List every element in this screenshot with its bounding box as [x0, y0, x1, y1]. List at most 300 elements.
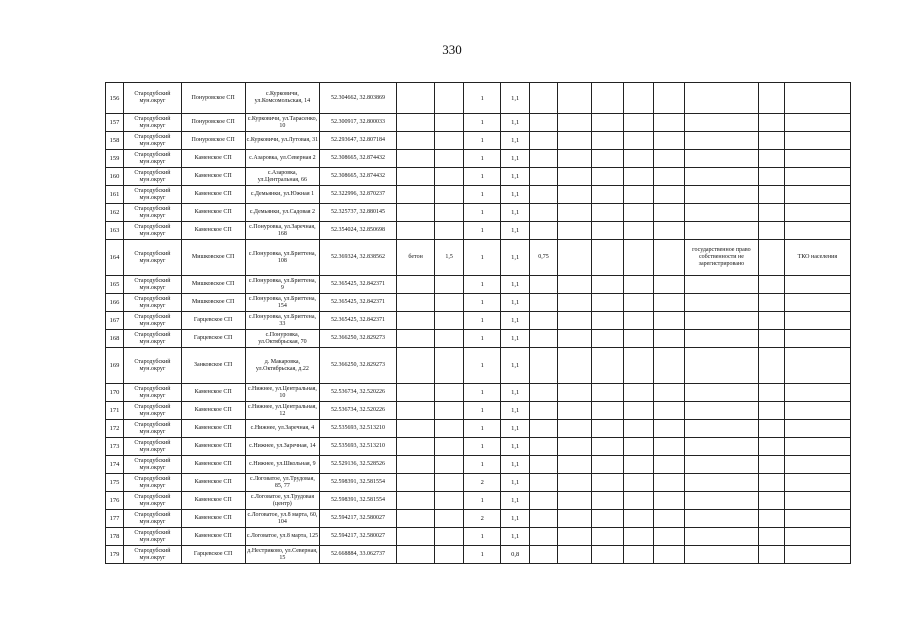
- cell-address: с.Понуровка, ул.Бриттена, 154: [245, 294, 320, 312]
- cell-col-14: [653, 330, 684, 348]
- cell-row-number: 164: [106, 240, 124, 276]
- cell-area: [435, 150, 464, 168]
- cell-planned-volume: [530, 510, 558, 528]
- cell-area: [435, 438, 464, 456]
- cell-area: 1,5: [435, 240, 464, 276]
- cell-container-count: 2: [464, 510, 501, 528]
- cell-col-13: [623, 204, 653, 222]
- cell-coordinates: 52.668884, 33.062737: [320, 546, 397, 564]
- cell-coordinates: 52.293647, 32.807184: [320, 132, 397, 150]
- cell-district: Стародубский мун.округ: [124, 83, 182, 114]
- cell-container-volume: 1,1: [501, 150, 530, 168]
- cell-col-11: [557, 348, 591, 384]
- cell-col-12: [591, 420, 623, 438]
- cell-waste-source: [784, 528, 850, 546]
- cell-surface-material: [396, 276, 434, 294]
- cell-row-number: 174: [106, 456, 124, 474]
- cell-coordinates: 52.535693, 32.513210: [320, 438, 397, 456]
- registry-body: [106, 83, 851, 564]
- cell-settlement: Каменское СП: [181, 204, 245, 222]
- cell-col-16: [759, 222, 785, 240]
- cell-col-13: [623, 456, 653, 474]
- cell-planned-volume: [530, 132, 558, 150]
- cell-owner: [684, 204, 759, 222]
- cell-col-11: [557, 528, 591, 546]
- cell-col-14: [653, 150, 684, 168]
- cell-row-number: 170: [106, 384, 124, 402]
- cell-container-volume: 1,1: [501, 528, 530, 546]
- cell-col-16: [759, 438, 785, 456]
- cell-surface-material: [396, 222, 434, 240]
- cell-waste-source: [784, 474, 850, 492]
- cell-col-16: [759, 150, 785, 168]
- cell-settlement: Занковское СП: [181, 348, 245, 384]
- cell-container-count: 1: [464, 528, 501, 546]
- cell-district: Стародубский мун.округ: [124, 492, 182, 510]
- cell-col-11: [557, 474, 591, 492]
- cell-container-count: 2: [464, 474, 501, 492]
- cell-waste-source: [784, 456, 850, 474]
- cell-waste-source: [784, 348, 850, 384]
- cell-coordinates: 52.529136, 32.528526: [320, 456, 397, 474]
- cell-settlement: Каменское СП: [181, 150, 245, 168]
- cell-owner: [684, 83, 759, 114]
- cell-owner: [684, 114, 759, 132]
- cell-coordinates: 52.594217, 32.580027: [320, 528, 397, 546]
- cell-waste-source: [784, 294, 850, 312]
- cell-area: [435, 168, 464, 186]
- cell-container-volume: 1,1: [501, 438, 530, 456]
- cell-col-16: [759, 132, 785, 150]
- cell-owner: [684, 546, 759, 564]
- cell-surface-material: [396, 510, 434, 528]
- cell-row-number: 178: [106, 528, 124, 546]
- cell-row-number: 169: [106, 348, 124, 384]
- cell-area: [435, 510, 464, 528]
- cell-col-13: [623, 150, 653, 168]
- cell-container-volume: 1,1: [501, 132, 530, 150]
- cell-col-13: [623, 510, 653, 528]
- table-row: [106, 384, 851, 402]
- cell-col-13: [623, 492, 653, 510]
- cell-owner: [684, 168, 759, 186]
- cell-settlement: Мишковское СП: [181, 294, 245, 312]
- cell-container-count: 1: [464, 546, 501, 564]
- cell-container-volume: 1,1: [501, 294, 530, 312]
- cell-col-14: [653, 474, 684, 492]
- cell-planned-volume: [530, 276, 558, 294]
- cell-col-16: [759, 330, 785, 348]
- cell-container-volume: 1,1: [501, 492, 530, 510]
- cell-surface-material: [396, 312, 434, 330]
- cell-col-14: [653, 456, 684, 474]
- cell-waste-source: [784, 132, 850, 150]
- cell-settlement: Каменское СП: [181, 402, 245, 420]
- cell-owner: [684, 492, 759, 510]
- cell-col-11: [557, 438, 591, 456]
- cell-col-12: [591, 114, 623, 132]
- cell-container-count: 1: [464, 186, 501, 204]
- cell-settlement: Каменское СП: [181, 222, 245, 240]
- cell-coordinates: 52.365425, 32.842371: [320, 294, 397, 312]
- cell-col-14: [653, 83, 684, 114]
- cell-col-14: [653, 222, 684, 240]
- cell-col-14: [653, 492, 684, 510]
- cell-col-16: [759, 348, 785, 384]
- cell-col-12: [591, 222, 623, 240]
- cell-waste-source: ТКО населения: [784, 240, 850, 276]
- table-row: [106, 456, 851, 474]
- cell-col-14: [653, 384, 684, 402]
- cell-owner: государственное право собственности не зарегистрировано: [684, 240, 759, 276]
- cell-coordinates: 52.369324, 32.838562: [320, 240, 397, 276]
- cell-col-11: [557, 330, 591, 348]
- cell-row-number: 158: [106, 132, 124, 150]
- cell-area: [435, 474, 464, 492]
- cell-district: Стародубский мун.округ: [124, 420, 182, 438]
- cell-container-volume: 1,1: [501, 402, 530, 420]
- cell-col-11: [557, 114, 591, 132]
- cell-coordinates: 52.365425, 32.842371: [320, 276, 397, 294]
- cell-coordinates: 52.365425, 32.842371: [320, 312, 397, 330]
- cell-address: с.Азаровка, ул.Северная 2: [245, 150, 320, 168]
- cell-district: Стародубский мун.округ: [124, 132, 182, 150]
- cell-col-16: [759, 384, 785, 402]
- cell-planned-volume: [530, 330, 558, 348]
- cell-planned-volume: [530, 384, 558, 402]
- cell-col-16: [759, 456, 785, 474]
- cell-col-13: [623, 294, 653, 312]
- cell-settlement: Каменское СП: [181, 528, 245, 546]
- cell-col-14: [653, 438, 684, 456]
- cell-address: д. Макаровка, ул.Октябрьская, д.22: [245, 348, 320, 384]
- cell-settlement: Каменское СП: [181, 420, 245, 438]
- cell-district: Стародубский мун.округ: [124, 222, 182, 240]
- cell-col-12: [591, 474, 623, 492]
- cell-coordinates: 52.535693, 32.513210: [320, 420, 397, 438]
- cell-col-16: [759, 276, 785, 294]
- cell-container-count: 1: [464, 348, 501, 384]
- cell-address: с.Нижнее, ул.Заречная, 4: [245, 420, 320, 438]
- cell-container-volume: 1,1: [501, 222, 530, 240]
- cell-coordinates: 52.354024, 32.850698: [320, 222, 397, 240]
- cell-row-number: 167: [106, 312, 124, 330]
- cell-address: с.Понуровка, ул.Октябрьская, 70: [245, 330, 320, 348]
- cell-planned-volume: [530, 312, 558, 330]
- cell-coordinates: 52.594217, 32.580027: [320, 510, 397, 528]
- cell-col-16: [759, 312, 785, 330]
- cell-col-16: [759, 168, 785, 186]
- cell-surface-material: [396, 204, 434, 222]
- cell-waste-source: [784, 510, 850, 528]
- cell-owner: [684, 384, 759, 402]
- cell-container-volume: 1,1: [501, 510, 530, 528]
- cell-surface-material: [396, 384, 434, 402]
- cell-container-count: 1: [464, 330, 501, 348]
- cell-container-count: 1: [464, 83, 501, 114]
- cell-planned-volume: [530, 456, 558, 474]
- cell-owner: [684, 150, 759, 168]
- cell-row-number: 165: [106, 276, 124, 294]
- cell-area: [435, 276, 464, 294]
- cell-container-volume: 1,1: [501, 384, 530, 402]
- cell-owner: [684, 474, 759, 492]
- cell-col-12: [591, 402, 623, 420]
- cell-surface-material: [396, 132, 434, 150]
- cell-owner: [684, 276, 759, 294]
- cell-planned-volume: [530, 348, 558, 384]
- cell-col-11: [557, 204, 591, 222]
- cell-container-count: 1: [464, 150, 501, 168]
- cell-surface-material: [396, 83, 434, 114]
- cell-district: Стародубский мун.округ: [124, 294, 182, 312]
- cell-col-13: [623, 168, 653, 186]
- cell-district: Стародубский мун.округ: [124, 186, 182, 204]
- cell-row-number: 161: [106, 186, 124, 204]
- table-row: [106, 132, 851, 150]
- cell-col-11: [557, 276, 591, 294]
- cell-waste-source: [784, 204, 850, 222]
- cell-waste-source: [784, 276, 850, 294]
- cell-container-count: 1: [464, 114, 501, 132]
- cell-col-12: [591, 492, 623, 510]
- cell-coordinates: 52.536734, 32.520226: [320, 384, 397, 402]
- cell-container-count: 1: [464, 384, 501, 402]
- cell-planned-volume: [530, 168, 558, 186]
- cell-coordinates: 52.308665, 32.874432: [320, 150, 397, 168]
- cell-settlement: Каменское СП: [181, 168, 245, 186]
- cell-address: д.Нестриково, ул.Северная, 15: [245, 546, 320, 564]
- cell-owner: [684, 348, 759, 384]
- cell-surface-material: бетон: [396, 240, 434, 276]
- cell-col-13: [623, 222, 653, 240]
- cell-area: [435, 186, 464, 204]
- cell-owner: [684, 438, 759, 456]
- cell-row-number: 168: [106, 330, 124, 348]
- cell-col-13: [623, 83, 653, 114]
- cell-col-11: [557, 510, 591, 528]
- cell-container-volume: 1,1: [501, 420, 530, 438]
- cell-row-number: 173: [106, 438, 124, 456]
- cell-coordinates: 52.325737, 32.880145: [320, 204, 397, 222]
- cell-district: Стародубский мун.округ: [124, 114, 182, 132]
- cell-col-16: [759, 294, 785, 312]
- cell-district: Стародубский мун.округ: [124, 456, 182, 474]
- table-row: [106, 438, 851, 456]
- cell-row-number: 179: [106, 546, 124, 564]
- cell-col-12: [591, 546, 623, 564]
- cell-address: с.Курковичи, ул.Комсомольская, 14: [245, 83, 320, 114]
- cell-surface-material: [396, 330, 434, 348]
- cell-address: с.Нижнее, ул.Центральная, 10: [245, 384, 320, 402]
- cell-col-16: [759, 510, 785, 528]
- cell-district: Стародубский мун.округ: [124, 240, 182, 276]
- cell-surface-material: [396, 420, 434, 438]
- cell-surface-material: [396, 492, 434, 510]
- cell-address: с.Логоватое, ул.8 марта, 125: [245, 528, 320, 546]
- cell-col-13: [623, 312, 653, 330]
- cell-owner: [684, 312, 759, 330]
- cell-waste-source: [784, 150, 850, 168]
- cell-col-16: [759, 240, 785, 276]
- cell-col-12: [591, 312, 623, 330]
- cell-container-volume: 0,8: [501, 546, 530, 564]
- cell-container-volume: 1,1: [501, 83, 530, 114]
- cell-col-12: [591, 150, 623, 168]
- cell-col-11: [557, 456, 591, 474]
- cell-owner: [684, 420, 759, 438]
- table-row: [106, 510, 851, 528]
- cell-container-count: 1: [464, 276, 501, 294]
- cell-col-14: [653, 240, 684, 276]
- cell-col-13: [623, 402, 653, 420]
- cell-col-14: [653, 348, 684, 384]
- table-row: [106, 294, 851, 312]
- cell-container-count: 1: [464, 420, 501, 438]
- cell-planned-volume: [530, 402, 558, 420]
- cell-col-16: [759, 83, 785, 114]
- cell-waste-source: [784, 546, 850, 564]
- cell-area: [435, 384, 464, 402]
- cell-waste-source: [784, 83, 850, 114]
- cell-waste-source: [784, 186, 850, 204]
- cell-col-11: [557, 402, 591, 420]
- cell-col-14: [653, 204, 684, 222]
- cell-container-volume: 1,1: [501, 204, 530, 222]
- cell-col-14: [653, 546, 684, 564]
- cell-address: с.Нижнее, ул.Центральная, 12: [245, 402, 320, 420]
- cell-col-14: [653, 276, 684, 294]
- cell-container-count: 1: [464, 204, 501, 222]
- cell-row-number: 172: [106, 420, 124, 438]
- cell-district: Стародубский мун.округ: [124, 348, 182, 384]
- cell-planned-volume: 0,75: [530, 240, 558, 276]
- cell-planned-volume: [530, 294, 558, 312]
- cell-district: Стародубский мун.округ: [124, 402, 182, 420]
- cell-area: [435, 204, 464, 222]
- cell-col-14: [653, 186, 684, 204]
- cell-container-volume: 1,1: [501, 456, 530, 474]
- cell-settlement: Мишковское СП: [181, 240, 245, 276]
- cell-col-13: [623, 528, 653, 546]
- cell-container-volume: 1,1: [501, 168, 530, 186]
- cell-container-volume: 1,1: [501, 312, 530, 330]
- cell-col-13: [623, 240, 653, 276]
- cell-col-13: [623, 186, 653, 204]
- cell-waste-source: [784, 222, 850, 240]
- cell-waste-source: [784, 492, 850, 510]
- cell-settlement: Понуровское СП: [181, 132, 245, 150]
- cell-planned-volume: [530, 150, 558, 168]
- cell-area: [435, 294, 464, 312]
- cell-district: Стародубский мун.округ: [124, 384, 182, 402]
- cell-area: [435, 312, 464, 330]
- cell-container-count: 1: [464, 240, 501, 276]
- cell-waste-source: [784, 384, 850, 402]
- cell-area: [435, 132, 464, 150]
- cell-surface-material: [396, 402, 434, 420]
- cell-col-13: [623, 330, 653, 348]
- cell-settlement: Каменское СП: [181, 186, 245, 204]
- table-row: [106, 114, 851, 132]
- table-row: [106, 348, 851, 384]
- cell-coordinates: 52.308665, 32.874432: [320, 168, 397, 186]
- cell-owner: [684, 456, 759, 474]
- cell-area: [435, 114, 464, 132]
- cell-address: с.Курковичи, ул.Тарасенко, 10: [245, 114, 320, 132]
- cell-col-14: [653, 528, 684, 546]
- cell-row-number: 156: [106, 83, 124, 114]
- cell-waste-source: [784, 168, 850, 186]
- cell-col-12: [591, 330, 623, 348]
- cell-area: [435, 83, 464, 114]
- cell-container-volume: 1,1: [501, 240, 530, 276]
- cell-col-11: [557, 222, 591, 240]
- cell-owner: [684, 294, 759, 312]
- cell-coordinates: 52.536734, 32.520226: [320, 402, 397, 420]
- table-row: [106, 528, 851, 546]
- cell-waste-source: [784, 114, 850, 132]
- cell-address: с.Понуровка, ул.Бриттена, 108: [245, 240, 320, 276]
- cell-planned-volume: [530, 186, 558, 204]
- cell-col-12: [591, 528, 623, 546]
- cell-coordinates: 52.366250, 32.829273: [320, 330, 397, 348]
- cell-col-12: [591, 83, 623, 114]
- cell-col-12: [591, 276, 623, 294]
- cell-area: [435, 348, 464, 384]
- cell-settlement: Гарцевское СП: [181, 330, 245, 348]
- cell-col-12: [591, 186, 623, 204]
- cell-col-11: [557, 384, 591, 402]
- cell-area: [435, 492, 464, 510]
- cell-row-number: 157: [106, 114, 124, 132]
- cell-col-13: [623, 348, 653, 384]
- table-row: [106, 240, 851, 276]
- cell-col-11: [557, 312, 591, 330]
- cell-area: [435, 402, 464, 420]
- cell-surface-material: [396, 546, 434, 564]
- cell-surface-material: [396, 348, 434, 384]
- cell-row-number: 177: [106, 510, 124, 528]
- cell-coordinates: 52.598391, 32.581554: [320, 474, 397, 492]
- cell-col-14: [653, 402, 684, 420]
- cell-district: Стародубский мун.округ: [124, 546, 182, 564]
- cell-settlement: Каменское СП: [181, 438, 245, 456]
- cell-col-13: [623, 546, 653, 564]
- cell-planned-volume: [530, 204, 558, 222]
- cell-col-13: [623, 438, 653, 456]
- cell-coordinates: 52.366250, 32.829273: [320, 348, 397, 384]
- cell-waste-source: [784, 312, 850, 330]
- cell-coordinates: 52.300917, 32.800033: [320, 114, 397, 132]
- cell-surface-material: [396, 114, 434, 132]
- cell-col-11: [557, 294, 591, 312]
- cell-district: Стародубский мун.округ: [124, 150, 182, 168]
- cell-settlement: Каменское СП: [181, 474, 245, 492]
- cell-col-16: [759, 204, 785, 222]
- cell-settlement: Каменское СП: [181, 492, 245, 510]
- cell-col-16: [759, 186, 785, 204]
- cell-col-16: [759, 474, 785, 492]
- cell-surface-material: [396, 168, 434, 186]
- cell-container-count: 1: [464, 132, 501, 150]
- cell-planned-volume: [530, 114, 558, 132]
- table-row: [106, 546, 851, 564]
- table-row: [106, 204, 851, 222]
- cell-container-count: 1: [464, 312, 501, 330]
- cell-settlement: Гарцевское СП: [181, 546, 245, 564]
- cell-district: Стародубский мун.округ: [124, 474, 182, 492]
